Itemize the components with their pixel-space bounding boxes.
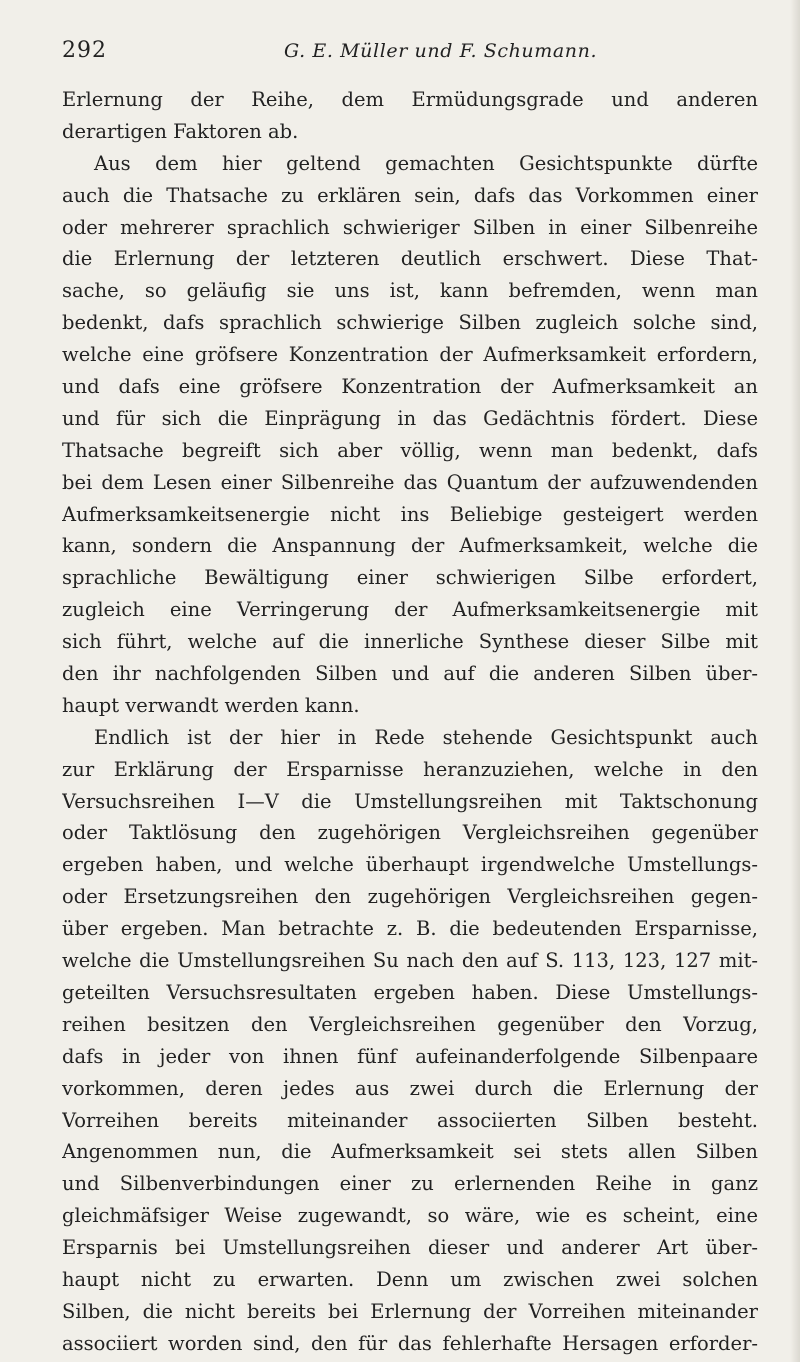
text-line: welche eine gröfsere Konzentration der Aufmerksamkeit erfordern, xyxy=(62,343,758,367)
text-line: kann, sondern die Anspannung der Aufmerksamkeit, welche die xyxy=(62,534,758,558)
text-line: den ihr nachfolgenden Silben und auf die anderen Silben über- xyxy=(62,662,758,686)
text-line: bei dem Lesen einer Silbenreihe das Quantum der aufzuwendenden xyxy=(62,470,758,494)
text-line: Versuchsreihen I—V die Umstellungsreihen mit Taktschonung xyxy=(62,789,758,813)
text-line: zugleich eine Verringerung der Aufmerksamkeitsenergie mit xyxy=(62,598,758,622)
page-number: 292 xyxy=(62,38,107,63)
text-line: Vorreihen bereits miteinander associierten Silben besteht. xyxy=(62,1108,758,1132)
page-header xyxy=(62,38,762,70)
text-line: dafs in jeder von ihnen fünf aufeinanderfolgende Silbenpaare xyxy=(62,1044,758,1068)
text-line: welche die Umstellungsreihen Su nach den auf S. 113, 123, 127 mit- xyxy=(62,949,758,973)
running-head: G. E. Müller und F. Schumann. xyxy=(284,40,598,62)
text-line: geteilten Versuchsresultaten ergeben haben. Diese Umstellungs- xyxy=(62,980,758,1004)
text-line: oder Taktlösung den zugehörigen Vergleichsreihen gegenüber xyxy=(62,821,758,845)
text-line: bedenkt, dafs sprachlich schwierige Silben zugleich solche sind, xyxy=(62,311,758,335)
text-line: sprachliche Bewältigung einer schwierigen Silbe erfordert, xyxy=(62,566,758,590)
text-line: associiert worden sind, den für das fehlerhafte Hersagen erforder- xyxy=(62,1331,758,1355)
text-line: sich führt, welche auf die innerliche Synthese dieser Silbe mit xyxy=(62,630,758,654)
text-line: über ergeben. Man betrachte z. B. die bedeutenden Ersparnisse, xyxy=(62,917,758,941)
text-line: Silben, die nicht bereits bei Erlernung der Vorreihen miteinander xyxy=(62,1299,758,1323)
body-text xyxy=(62,84,758,1360)
scan-edge-shadow xyxy=(790,0,800,1362)
text-line: Endlich ist der hier in Rede stehende Gesichtspunkt auch xyxy=(94,725,758,749)
text-line: und dafs eine gröfsere Konzentration der Aufmerksamkeit an xyxy=(62,375,758,399)
text-line: haupt verwandt werden kann. xyxy=(62,693,360,717)
text-line: vorkommen, deren jedes aus zwei durch die Erlernung der xyxy=(62,1076,758,1100)
text-line: Aufmerksamkeitsenergie nicht ins Beliebige gesteigert werden xyxy=(62,502,758,526)
text-line: Aus dem hier geltend gemachten Gesichtspunkte dürfte xyxy=(94,151,758,175)
text-line: reihen besitzen den Vergleichsreihen gegenüber den Vorzug, xyxy=(62,1012,758,1036)
text-line: auch die Thatsache zu erklären sein, dafs das Vorkommen einer xyxy=(62,183,758,207)
text-line: und für sich die Einprägung in das Gedächtnis fördert. Diese xyxy=(62,406,758,430)
text-line: Ersparnis bei Umstellungsreihen dieser und anderer Art über- xyxy=(62,1236,758,1260)
text-line: zur Erklärung der Ersparnisse heranzuziehen, welche in den xyxy=(62,757,758,781)
text-line: ergeben haben, und welche überhaupt irgendwelche Umstellungs- xyxy=(62,853,758,877)
text-line: und Silbenverbindungen einer zu erlernenden Reihe in ganz xyxy=(62,1172,758,1196)
text-line: gleichmäfsiger Weise zugewandt, so wäre, wie es scheint, eine xyxy=(62,1204,758,1228)
text-line: Angenommen nun, die Aufmerksamkeit sei stets allen Silben xyxy=(62,1140,758,1164)
text-line: oder mehrerer sprachlich schwieriger Silben in einer Silbenreihe xyxy=(62,215,758,239)
text-line: sache, so geläufig sie uns ist, kann befremden, wenn man xyxy=(62,279,758,303)
text-line: Erlernung der Reihe, dem Ermüdungsgrade und anderen xyxy=(62,88,758,111)
text-line: haupt nicht zu erwarten. Denn um zwischen zwei solchen xyxy=(62,1267,758,1291)
text-line: Thatsache begreift sich aber völlig, wenn man bedenkt, dafs xyxy=(62,438,758,462)
text-line: derartigen Faktoren ab. xyxy=(62,119,299,143)
text-line: die Erlernung der letzteren deutlich erschwert. Diese That- xyxy=(62,247,758,271)
text-line: oder Ersetzungsreihen den zugehörigen Vergleichsreihen gegen- xyxy=(62,885,758,909)
